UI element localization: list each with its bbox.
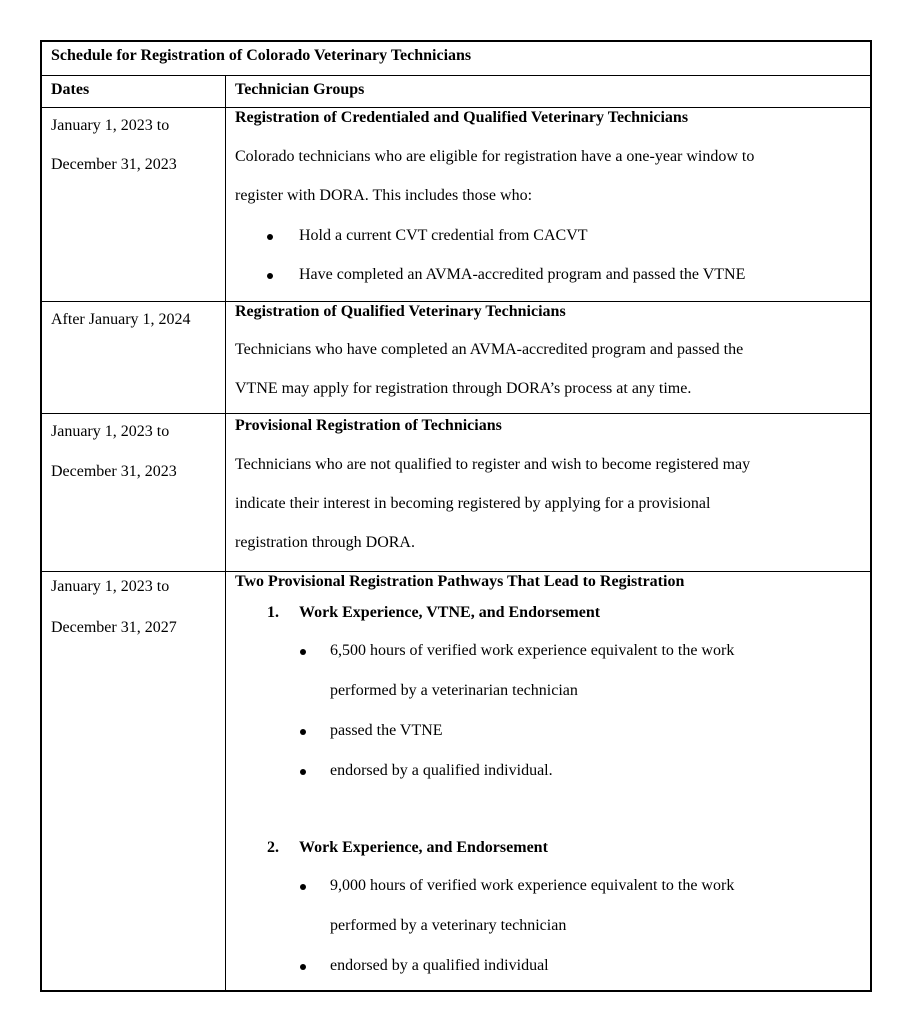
- table-row: [42, 414, 870, 572]
- column-header-technician-groups: Technician Groups: [235, 81, 365, 98]
- row-date-start: January 1, 2023 to: [51, 117, 170, 134]
- header-row: [42, 76, 870, 108]
- list-item: Hold a current CVT credential from CACVT: [299, 227, 588, 244]
- list-item: passed the VTNE: [330, 722, 443, 739]
- list-item: endorsed by a qualified individual.: [330, 762, 553, 779]
- bullet-icon: [267, 273, 273, 279]
- list-item: endorsed by a qualified individual: [330, 957, 549, 974]
- bullet-icon: [300, 884, 306, 890]
- row-body-line: register with DORA. This includes those who:: [235, 187, 533, 204]
- row-body-line: VTNE may apply for registration through DORA’s process at any time.: [235, 380, 692, 397]
- pathway-title: Work Experience, and Endorsement: [299, 839, 548, 856]
- row-body-line: Colorado technicians who are eligible for registration have a one-year window to: [235, 148, 755, 165]
- list-item-continuation: performed by a veterinary technician: [330, 917, 567, 934]
- table-title: Schedule for Registration of Colorado Veterinary Technicians: [51, 47, 472, 64]
- list-item: 6,500 hours of verified work experience equivalent to the work: [330, 642, 735, 659]
- row-date: After January 1, 2024: [51, 311, 191, 328]
- row-date-end: December 31, 2027: [51, 619, 177, 636]
- row-heading: Registration of Qualified Veterinary Technicians: [235, 303, 566, 320]
- row-date-start: January 1, 2023 to: [51, 423, 170, 440]
- row-body-line: Technicians who are not qualified to register and wish to become registered may: [235, 456, 751, 473]
- list-item-continuation: performed by a veterinarian technician: [330, 682, 578, 699]
- pathway-number: 1.: [267, 604, 279, 621]
- bullet-icon: [300, 729, 306, 735]
- bullet-icon: [300, 769, 306, 775]
- column-header-dates: Dates: [51, 81, 90, 98]
- list-item: 9,000 hours of verified work experience equivalent to the work: [330, 877, 735, 894]
- table-row: [42, 108, 870, 302]
- title-row: [42, 42, 870, 76]
- list-item: Have completed an AVMA-accredited program and passed the VTNE: [299, 266, 746, 283]
- table-row: [42, 572, 870, 990]
- bullet-icon: [267, 234, 273, 240]
- row-body-line: Technicians who have completed an AVMA-accredited program and passed the: [235, 341, 744, 358]
- registration-schedule-table: [40, 40, 872, 992]
- bullet-icon: [300, 964, 306, 970]
- row-heading: Provisional Registration of Technicians: [235, 417, 502, 434]
- bullet-icon: [300, 649, 306, 655]
- pathway-number: 2.: [267, 839, 279, 856]
- row-body-line: registration through DORA.: [235, 534, 415, 551]
- row-heading: Two Provisional Registration Pathways That Lead to Registration: [235, 573, 685, 590]
- pathway-title: Work Experience, VTNE, and Endorsement: [299, 604, 601, 621]
- row-date-end: December 31, 2023: [51, 156, 177, 173]
- table-row: [42, 302, 870, 414]
- row-date-start: January 1, 2023 to: [51, 578, 170, 595]
- row-heading: Registration of Credentialed and Qualified Veterinary Technicians: [235, 109, 689, 126]
- row-body-line: indicate their interest in becoming registered by applying for a provisional: [235, 495, 711, 512]
- row-date-end: December 31, 2023: [51, 463, 177, 480]
